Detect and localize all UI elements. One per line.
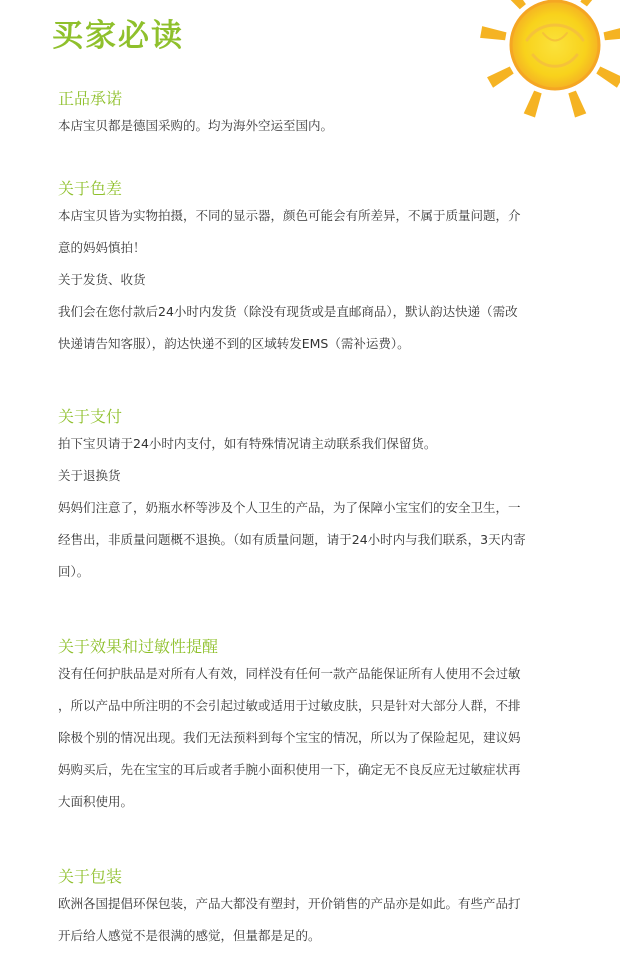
section-heading: 关于效果和过敏性提醒	[58, 637, 219, 656]
section-packaging	[58, 866, 588, 952]
section-heading: 关于包装	[58, 867, 123, 886]
section-payment	[58, 406, 588, 588]
section-paragraph-line: 经售出，非质量问题概不退换。（如有质量问题，请于24小时内与我们联系，3天内寄	[58, 532, 526, 547]
section-paragraph-line: 没有任何护肤品是对所有人有效，同样没有任何一款产品能保证所有人使用不会过敏	[58, 666, 521, 681]
section-paragraph-line: 除极个别的情况出现。我们无法预料到每个宝宝的情况，所以为了保险起见，建议妈	[58, 730, 521, 745]
section-paragraph-line: ，所以产品中所注明的不会引起过敏或适用于过敏皮肤，只是针对大部分人群，不排	[58, 698, 521, 713]
section-allergy-reminder	[58, 636, 588, 818]
section-paragraph-line: 妈妈们注意了，奶瓶水杯等涉及个人卫生的产品，为了保障小宝宝们的安全卫生，一	[58, 500, 521, 515]
sub-heading-returns: 关于退换货	[58, 468, 121, 483]
page-title: 买家必读	[52, 18, 184, 54]
section-paragraph: 本店宝贝都是德国采购的。均为海外空运至国内。	[58, 118, 334, 133]
section-paragraph-line: 我们会在您付款后24小时内发货（除没有现货或是直邮商品），默认韵达快递（需改	[58, 304, 518, 319]
section-paragraph: 拍下宝贝请于24小时内支付，如有特殊情况请主动联系我们保留货。	[58, 436, 437, 451]
section-paragraph-line: 妈购买后，先在宝宝的耳后或者手腕小面积使用一下，确定无不良反应无过敏症状再	[58, 762, 521, 777]
section-paragraph-line: 快递请告知客服），韵达快递不到的区域转发EMS（需补运费）。	[58, 336, 410, 351]
sub-heading-shipping: 关于发货、收货	[58, 272, 146, 287]
section-paragraph-line: 回）。	[58, 564, 90, 579]
section-paragraph-line: 本店宝贝皆为实物拍摄，不同的显示器，颜色可能会有所差异，不属于质量问题，介	[58, 208, 521, 223]
section-heading: 关于色差	[58, 179, 123, 198]
section-paragraph-line: 意的妈妈慎拍！	[58, 240, 146, 255]
section-paragraph-line: 大面积使用。	[58, 794, 134, 809]
section-color-difference	[58, 178, 588, 360]
section-paragraph-line: 开后给人感觉不是很满的感觉，但量都是足的。	[58, 928, 321, 943]
section-authenticity	[58, 88, 588, 142]
section-heading: 正品承诺	[58, 89, 123, 108]
section-heading: 关于支付	[58, 407, 123, 426]
section-paragraph-line: 欧洲各国提倡环保包装，产品大都没有塑封，开价销售的产品亦是如此。有些产品打	[58, 896, 521, 911]
